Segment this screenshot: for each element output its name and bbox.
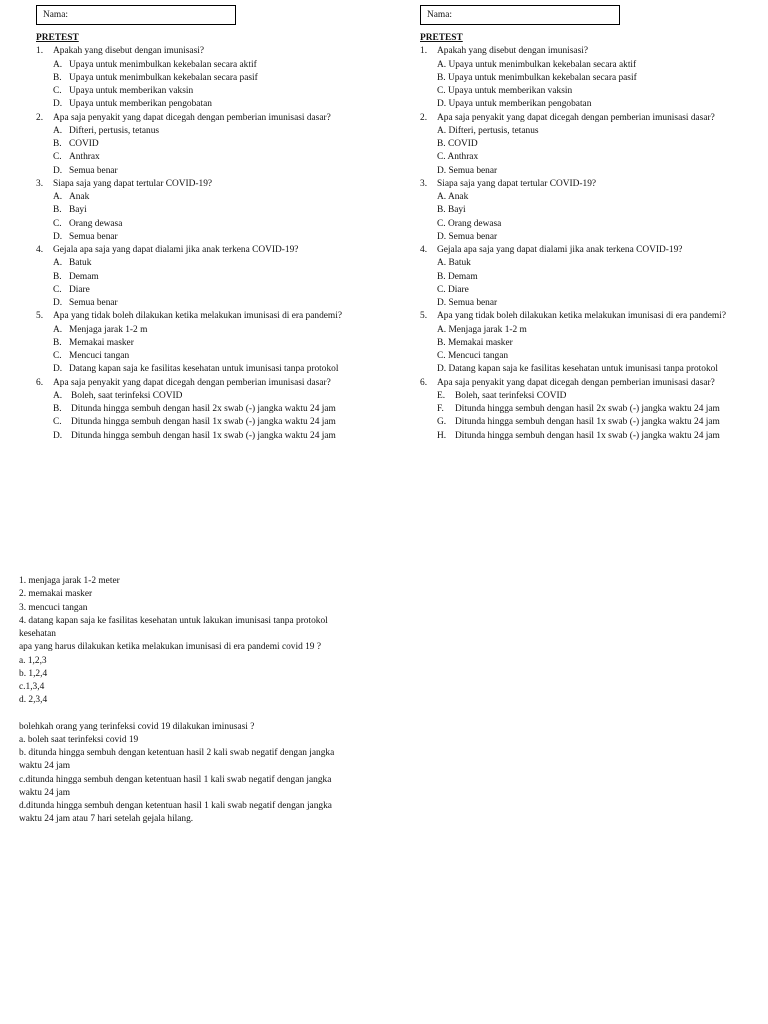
question-number: 6. [420, 377, 428, 388]
question-3 [420, 178, 768, 191]
option-text: Anthrax [69, 152, 100, 163]
answer-option[interactable] [36, 403, 386, 416]
question-1 [36, 45, 386, 58]
option-letter: A. [437, 258, 447, 269]
answer-option[interactable] [420, 218, 768, 231]
note-line: d. 2,3,4 [19, 695, 48, 706]
question-number: 3. [36, 178, 44, 189]
answer-option[interactable] [420, 297, 768, 310]
answer-option[interactable] [36, 98, 386, 111]
question-6 [420, 377, 768, 390]
note-line: apa yang harus dilakukan ketika melakukan imunisasi di era pandemi covid 19 ? [19, 642, 321, 653]
question-number: 2. [36, 112, 44, 123]
answer-option[interactable] [420, 72, 768, 85]
option-letter: D. [437, 231, 447, 242]
option-letter: D. [437, 165, 447, 176]
option-text: Anthrax [447, 152, 479, 163]
sheet-title: PRETEST [36, 33, 79, 43]
answer-option[interactable] [36, 257, 386, 270]
answer-option[interactable] [36, 284, 386, 297]
answer-option[interactable] [36, 363, 386, 376]
answer-option[interactable] [420, 363, 768, 376]
answer-option[interactable] [420, 416, 768, 429]
question-6 [36, 377, 386, 390]
answer-option[interactable] [420, 350, 768, 363]
option-text: Bayi [447, 205, 466, 216]
option-text: Mencuci tangan [447, 351, 509, 361]
answer-option[interactable] [36, 390, 386, 403]
option-text: Ditunda hingga sembuh dengan hasil 2x swab (-) jangka waktu 24 jam [71, 404, 336, 414]
answer-option[interactable] [420, 138, 768, 151]
option-letter: H. [437, 430, 447, 441]
question-text: Apa saja penyakit yang dapat dicegah dengan pemberian imunisasi dasar? [53, 377, 331, 388]
option-letter: A. [53, 59, 63, 70]
answer-option[interactable] [36, 191, 386, 204]
note-line: 3. mencuci tangan [19, 602, 88, 613]
option-text: Diare [447, 284, 469, 295]
answer-option[interactable] [420, 337, 768, 350]
question-number: 5. [36, 311, 44, 322]
question-number: 1. [420, 46, 428, 57]
question-number: 5. [420, 311, 428, 322]
option-letter: B. [437, 139, 446, 149]
option-letter: D. [53, 298, 63, 308]
option-text: Anak [447, 192, 469, 202]
question-list [36, 45, 386, 443]
option-letter: A. [53, 125, 63, 136]
answer-option[interactable] [36, 72, 386, 85]
answer-option[interactable] [420, 231, 768, 244]
answer-option[interactable] [36, 297, 386, 310]
option-letter: A. [53, 390, 63, 401]
answer-option[interactable] [36, 324, 386, 337]
question-text: Apa saja penyakit yang dapat dicegah dengan pemberian imunisasi dasar? [53, 112, 331, 123]
option-letter: C. [53, 351, 62, 361]
question-number: 1. [36, 46, 44, 57]
answer-option[interactable] [36, 125, 386, 138]
option-letter: B. [437, 72, 446, 83]
answer-option[interactable] [36, 337, 386, 350]
question-text: Apa yang tidak boleh dilakukan ketika melakukan imunisasi di era pandemi? [437, 311, 726, 322]
option-letter: D. [53, 231, 63, 242]
option-text: COVID [447, 139, 478, 149]
sheet-title: PRETEST [420, 33, 463, 43]
option-text: Datang kapan saja ke fasilitas kesehatan untuk imunisasi tanpa protokol [69, 364, 339, 375]
note-line: bolehkah orang yang terinfeksi covid 19 dilakukan iminusasi ? [19, 721, 255, 732]
option-text: Semua benar [69, 298, 118, 308]
option-letter: B. [53, 139, 62, 149]
note-line: 2. memakai masker [19, 589, 93, 600]
option-letter: D. [437, 99, 447, 110]
option-text: Ditunda hingga sembuh dengan hasil 1x swab (-) jangka waktu 24 jam [71, 430, 336, 441]
answer-option[interactable] [420, 191, 768, 204]
answer-option[interactable] [36, 350, 386, 363]
option-text: Upaya untuk menimbulkan kekebalan secara aktif [69, 59, 257, 70]
option-letter: D. [53, 364, 63, 375]
option-letter: A. [53, 192, 63, 202]
answer-option[interactable] [36, 271, 386, 284]
question-text: Siapa saja yang dapat tertular COVID-19? [437, 178, 597, 189]
question-5 [36, 310, 386, 323]
option-text: Difteri, pertusis, tetanus [69, 125, 160, 136]
question-number: 4. [36, 245, 44, 255]
option-letter: C. [53, 284, 62, 295]
answer-option[interactable] [36, 218, 386, 231]
option-letter: C. [53, 86, 62, 96]
question-1 [420, 45, 768, 58]
option-text: Upaya untuk memberikan pengobatan [69, 99, 212, 110]
option-letter: B. [437, 205, 446, 216]
option-text: Datang kapan saja ke fasilitas kesehatan untuk imunisasi tanpa protokol [448, 364, 718, 375]
option-text: Mencuci tangan [69, 351, 130, 361]
option-text: Orang dewasa [69, 218, 123, 229]
note-line: kesehatan [19, 629, 56, 639]
question-number: 6. [36, 377, 44, 388]
note-line: d.ditunda hingga sembuh dengan ketentuan hasil 1 kali swab negatif dengan jangka [19, 801, 332, 811]
option-letter: D. [53, 165, 63, 176]
answer-option[interactable] [420, 59, 768, 72]
option-text: Memakai masker [69, 337, 134, 348]
option-text: Upaya untuk memberikan pengobatan [448, 99, 592, 110]
option-text: Upaya untuk menimbulkan kekebalan secara aktif [448, 59, 637, 70]
option-letter: E. [437, 390, 446, 401]
answer-option[interactable] [36, 165, 386, 178]
answer-option[interactable] [36, 204, 386, 217]
option-letter: B. [53, 205, 62, 216]
right-quiz-sheet [420, 5, 768, 443]
option-text: Upaya untuk menimbulkan kekebalan secara pasif [447, 72, 637, 83]
option-text: Semua benar [448, 165, 498, 176]
option-letter: B. [53, 337, 62, 348]
option-letter: A. [53, 258, 63, 269]
question-number: 2. [420, 112, 428, 123]
note-line: waktu 24 jam [19, 787, 71, 798]
answer-option[interactable] [420, 204, 768, 217]
option-text: Orang dewasa [447, 218, 502, 229]
option-text: Ditunda hingga sembuh dengan hasil 1x swab (-) jangka waktu 24 jam [455, 417, 720, 428]
question-text: Apa yang tidak boleh dilakukan ketika melakukan imunisasi di era pandemi? [53, 311, 342, 322]
note-line: a. 1,2,3 [19, 655, 47, 666]
option-text: Bayi [69, 205, 87, 216]
note-line: a. boleh saat terinfeksi covid 19 [19, 734, 139, 745]
option-letter: B. [53, 72, 62, 83]
block-spacer [19, 708, 359, 721]
answer-option[interactable] [36, 85, 386, 98]
notes-block-2 [19, 721, 359, 827]
question-3 [36, 178, 386, 191]
option-text: Batuk [448, 258, 471, 269]
question-number: 4. [420, 245, 428, 255]
question-5 [420, 310, 768, 323]
option-letter: C. [437, 218, 446, 229]
answer-option[interactable] [420, 257, 768, 270]
notes-section [19, 575, 359, 827]
answer-option[interactable] [420, 403, 768, 416]
option-text: Demam [69, 271, 99, 282]
notes-block-1 [19, 575, 359, 708]
option-letter: D. [53, 99, 63, 110]
option-text: Anak [69, 192, 90, 202]
question-4 [36, 244, 386, 257]
name-field[interactable]: Nama: [36, 5, 236, 25]
question-text: Apa saja penyakit yang dapat dicegah dengan pemberian imunisasi dasar? [437, 377, 715, 388]
answer-option[interactable] [420, 98, 768, 111]
option-letter: B. [53, 404, 62, 414]
option-letter: C. [53, 152, 62, 163]
option-text: Upaya untuk memberikan vaksin [447, 86, 573, 96]
option-letter: A. [437, 125, 447, 136]
option-text: Semua benar [69, 165, 118, 176]
note-line: c.ditunda hingga sembuh dengan ketentuan hasil 1 kali swab negatif dengan jangka [19, 774, 332, 785]
question-text: Gejala apa saja yang dapat dialami jika anak terkena COVID-19? [437, 245, 683, 255]
option-text: Upaya untuk memberikan vaksin [69, 86, 194, 96]
note-line: c.1,3,4 [19, 682, 45, 692]
option-letter: D. [53, 430, 63, 441]
option-letter: C. [437, 152, 446, 163]
answer-option[interactable] [36, 231, 386, 244]
option-letter: F. [437, 404, 444, 414]
question-4 [420, 244, 768, 257]
option-letter: A. [53, 324, 63, 335]
option-text: Boleh, saat terinfeksi COVID [71, 390, 183, 401]
option-text: Boleh, saat terinfeksi COVID [455, 390, 567, 401]
answer-option[interactable] [420, 271, 768, 284]
option-letter: C. [53, 218, 62, 229]
answer-option[interactable] [420, 125, 768, 138]
option-text: Batuk [69, 258, 92, 269]
option-letter: A. [437, 324, 447, 335]
option-letter: D. [437, 298, 447, 308]
question-text: Gejala apa saja yang dapat dialami jika anak terkena COVID-19? [53, 245, 299, 255]
option-letter: C. [437, 284, 446, 295]
option-letter: C. [437, 86, 446, 96]
option-text: Difteri, pertusis, tetanus [448, 125, 539, 136]
option-text: Ditunda hingga sembuh dengan hasil 1x swab (-) jangka waktu 24 jam [455, 430, 720, 441]
option-text: Menjaga jarak 1-2 m [69, 324, 148, 335]
note-line: waktu 24 jam atau 7 hari setelah gejala hilang. [19, 814, 194, 825]
note-line: waktu 24 jam [19, 761, 71, 772]
question-text: Apakah yang disebut dengan imunisasi? [437, 46, 589, 57]
option-letter: A. [437, 192, 447, 202]
answer-option[interactable] [420, 430, 768, 443]
option-letter: B. [437, 337, 446, 348]
answer-option[interactable] [36, 416, 386, 429]
answer-option[interactable] [36, 59, 386, 72]
answer-option[interactable] [420, 165, 768, 178]
option-text: Ditunda hingga sembuh dengan hasil 2x swab (-) jangka waktu 24 jam [455, 404, 720, 414]
option-letter: B. [437, 271, 446, 282]
option-text: COVID [69, 139, 99, 149]
option-letter: G. [437, 417, 447, 428]
option-letter: D. [437, 364, 447, 375]
option-text: Upaya untuk menimbulkan kekebalan secara pasif [69, 72, 258, 83]
question-text: Apa saja penyakit yang dapat dicegah dengan pemberian imunisasi dasar? [437, 112, 715, 123]
note-line: 4. datang kapan saja ke fasilitas kesehatan untuk lakukan imunisasi tanpa protokol [19, 615, 328, 626]
option-text: Semua benar [448, 231, 498, 242]
name-field[interactable]: Nama: [420, 5, 620, 25]
question-text: Apakah yang disebut dengan imunisasi? [53, 46, 205, 57]
answer-option[interactable] [36, 151, 386, 164]
answer-option[interactable] [36, 138, 386, 151]
answer-option[interactable] [36, 430, 386, 443]
answer-option[interactable] [420, 390, 768, 403]
option-text: Diare [69, 284, 90, 295]
note-line: 1. menjaga jarak 1-2 meter [19, 576, 120, 586]
option-text: Semua benar [448, 298, 498, 308]
option-text: Semua benar [69, 231, 118, 242]
option-letter: B. [53, 271, 62, 282]
question-list [420, 45, 768, 443]
option-text: Demam [447, 271, 478, 282]
question-2 [36, 112, 386, 125]
answer-option[interactable] [420, 284, 768, 297]
answer-option[interactable] [420, 85, 768, 98]
note-line: b. ditunda hingga sembuh dengan ketentuan hasil 2 kali swab negatif dengan jangka [19, 748, 335, 758]
option-letter: A. [437, 59, 447, 70]
option-text: Ditunda hingga sembuh dengan hasil 1x swab (-) jangka waktu 24 jam [71, 417, 336, 428]
question-2 [420, 112, 768, 125]
answer-option[interactable] [420, 151, 768, 164]
option-letter: C. [53, 417, 62, 428]
option-text: Menjaga jarak 1-2 m [448, 324, 527, 335]
question-number: 3. [420, 178, 428, 189]
answer-option[interactable] [420, 324, 768, 337]
option-letter: C. [437, 351, 446, 361]
note-line: b. 1,2,4 [19, 668, 48, 679]
question-text: Siapa saja yang dapat tertular COVID-19? [53, 178, 213, 189]
option-text: Memakai masker [447, 337, 513, 348]
left-quiz-sheet [36, 5, 386, 443]
